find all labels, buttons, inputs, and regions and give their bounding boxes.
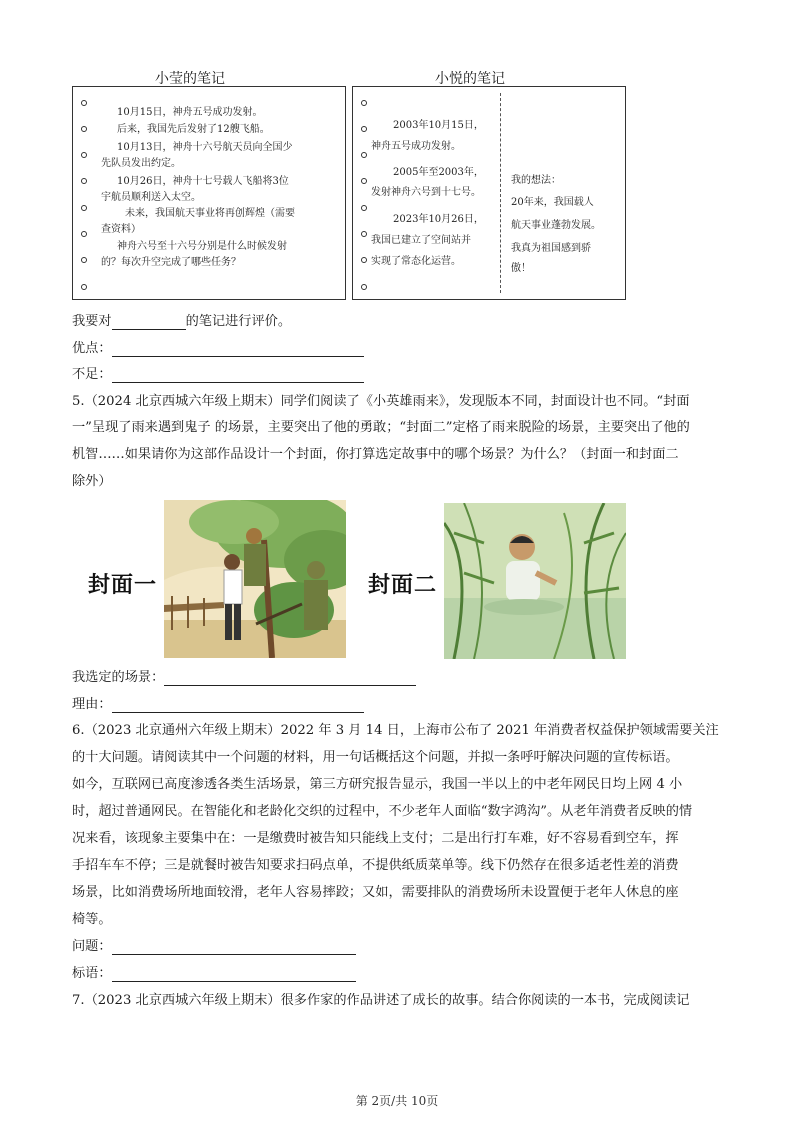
right-note-line: 2005年至2003年，: [393, 167, 484, 178]
scene-line: [72, 670, 416, 686]
ring-hole-icon: [81, 205, 87, 211]
problem-label: 问题：: [72, 939, 112, 954]
thought-line: 我的想法：: [511, 175, 561, 186]
q5-line: 5.（2024 北京西城六年级上期末）同学们阅读了《小英雄雨来》，发现版本不同，封面设计也不同。“封面: [72, 394, 690, 409]
right-note-line: 2003年10月15日，: [393, 120, 484, 131]
evaluate-prefix: 我要对: [72, 314, 112, 329]
q6-line: 椅等。: [72, 912, 112, 927]
ring-hole-icon: [361, 178, 367, 184]
pros-label: 优点：: [72, 341, 112, 356]
left-note-line: 10月26日，神舟十七号载人飞船将3位: [117, 176, 289, 187]
cover1-label: 封面一: [88, 573, 158, 598]
page-number: 第 2页/共 10页: [355, 1094, 439, 1108]
q7-line: 7.（2023 北京西城六年级上期末）很多作家的作品讲述了成长的故事。结合你阅读的一本书，完成阅读记: [72, 993, 690, 1008]
thought-line: 我真为祖国感到骄: [511, 243, 591, 254]
left-note-line: 后来，我国先后发射了12艘飞船。: [117, 124, 270, 135]
ring-hole-icon: [361, 126, 367, 132]
evaluate-suffix: 的笔记进行评价。: [185, 314, 292, 329]
q5-line: 一”呈现了雨来遇到鬼子 的场景，主要突出了他的勇敢；“封面二”定格了雨来脱险的场景，主要突出了他的: [72, 420, 690, 435]
left-note-line: 宇航员顺利送入太空。: [101, 192, 201, 203]
cover2-label: 封面二: [368, 573, 438, 598]
ring-hole-icon: [361, 152, 367, 158]
right-note-line: 神舟五号成功发射。: [371, 141, 461, 152]
slogan-label: 标语：: [72, 966, 112, 981]
ring-hole-icon: [81, 100, 87, 106]
ring-hole-icon: [81, 257, 87, 263]
left-note-line: 的？每次升空完成了哪些任务？: [101, 257, 241, 268]
thought-line: 航天事业蓬勃发展。: [511, 220, 601, 231]
reason-blank[interactable]: [112, 698, 364, 713]
q6-line: 手招车车不停；三是就餐时被告知要求扫码点单，不提供纸质菜单等。线下仍然存在很多适老性差的消费: [72, 858, 679, 873]
reason-line: [72, 697, 364, 713]
right-note-line: 我国已建立了空间站并: [371, 235, 471, 246]
ring-hole-icon: [81, 231, 87, 237]
ring-hole-icon: [81, 126, 87, 132]
q5-line: 除外）: [72, 474, 112, 489]
ring-hole-icon: [81, 284, 87, 290]
slogan-blank[interactable]: [112, 967, 356, 982]
left-note-line: 未来，我国航天事业将再创辉煌（需要: [125, 208, 295, 219]
left-note-line: 10月15日，神舟五号成功发射。: [117, 107, 263, 118]
q6-line: 时，超过普通网民。在智能化和老龄化交织的过程中，不少老年人面临“数字鸿沟”。从老年消费者反映的情: [72, 804, 693, 819]
cons-blank[interactable]: [112, 368, 364, 383]
reason-label: 理由：: [72, 697, 112, 712]
ring-hole-icon: [361, 257, 367, 263]
thought-line: 傲！: [511, 263, 531, 274]
ring-hole-icon: [361, 100, 367, 106]
scene-label: 我选定的场景：: [72, 670, 165, 685]
problem-blank[interactable]: [112, 940, 356, 955]
evaluate-blank[interactable]: [112, 315, 186, 330]
right-note-title: 小悦的笔记: [435, 71, 505, 87]
q6-line: 况来看，该现象主要集中在：一是缴费时被告知只能线上支付；二是出行打车难，好不容易看到空车，挥: [72, 831, 679, 846]
left-note-line: 先队员发出约定。: [101, 158, 181, 169]
left-note-line: 10月13日，神舟十六号航天员向全国少: [117, 142, 293, 153]
right-note-line: 发射神舟六号到十七号。: [371, 187, 481, 198]
ring-hole-icon: [361, 205, 367, 211]
cons-line: [72, 367, 364, 383]
cover2-illustration: [444, 503, 626, 659]
slogan-line: [72, 966, 356, 982]
q6-line: 场景，比如消费场所地面较滑，老年人容易摔跤；又如，需要排队的消费场所未设置便于老年人休息的座: [72, 885, 679, 900]
cover1-illustration: [164, 500, 346, 658]
evaluate-line: [72, 314, 291, 330]
left-note-title: 小莹的笔记: [155, 71, 225, 87]
ring-hole-icon: [361, 231, 367, 237]
right-note-box: [352, 86, 626, 300]
q6-line: 6.（2023 北京通州六年级上期末）2022 年 3 月 14 日，上海市公布了 2021 年消费者权益保护领域需要关注: [72, 723, 719, 738]
ring-hole-icon: [81, 178, 87, 184]
q5-line: 机智……如果请你为这部作品设计一个封面，你打算选定故事中的哪个场景？为什么？（封面一和封面二: [72, 447, 679, 462]
right-note-line: 实现了常态化运营。: [371, 256, 461, 267]
problem-line: [72, 939, 356, 955]
right-note-line: 2023年10月26日，: [393, 214, 484, 225]
thought-line: 20年来，我国载人: [511, 197, 594, 208]
left-note-line: 查资料）: [101, 224, 141, 235]
q6-line: 如今，互联网已高度渗透各类生活场景，第三方研究报告显示，我国一半以上的中老年网民日均上网 4 小: [72, 777, 683, 792]
left-note-line: 神舟六号至十六号分别是什么时候发射: [117, 241, 287, 252]
ring-hole-icon: [81, 152, 87, 158]
pros-line: [72, 341, 364, 357]
left-note-box: [72, 86, 346, 300]
ring-hole-icon: [361, 284, 367, 290]
divider: [500, 93, 501, 293]
pros-blank[interactable]: [112, 342, 364, 357]
cons-label: 不足：: [72, 367, 112, 382]
q6-line: 的十大问题。请阅读其中一个问题的材料，用一句话概括这个问题，并拟一条呼吁解决问题的宣传标语。: [72, 750, 679, 765]
scene-blank[interactable]: [164, 671, 416, 686]
